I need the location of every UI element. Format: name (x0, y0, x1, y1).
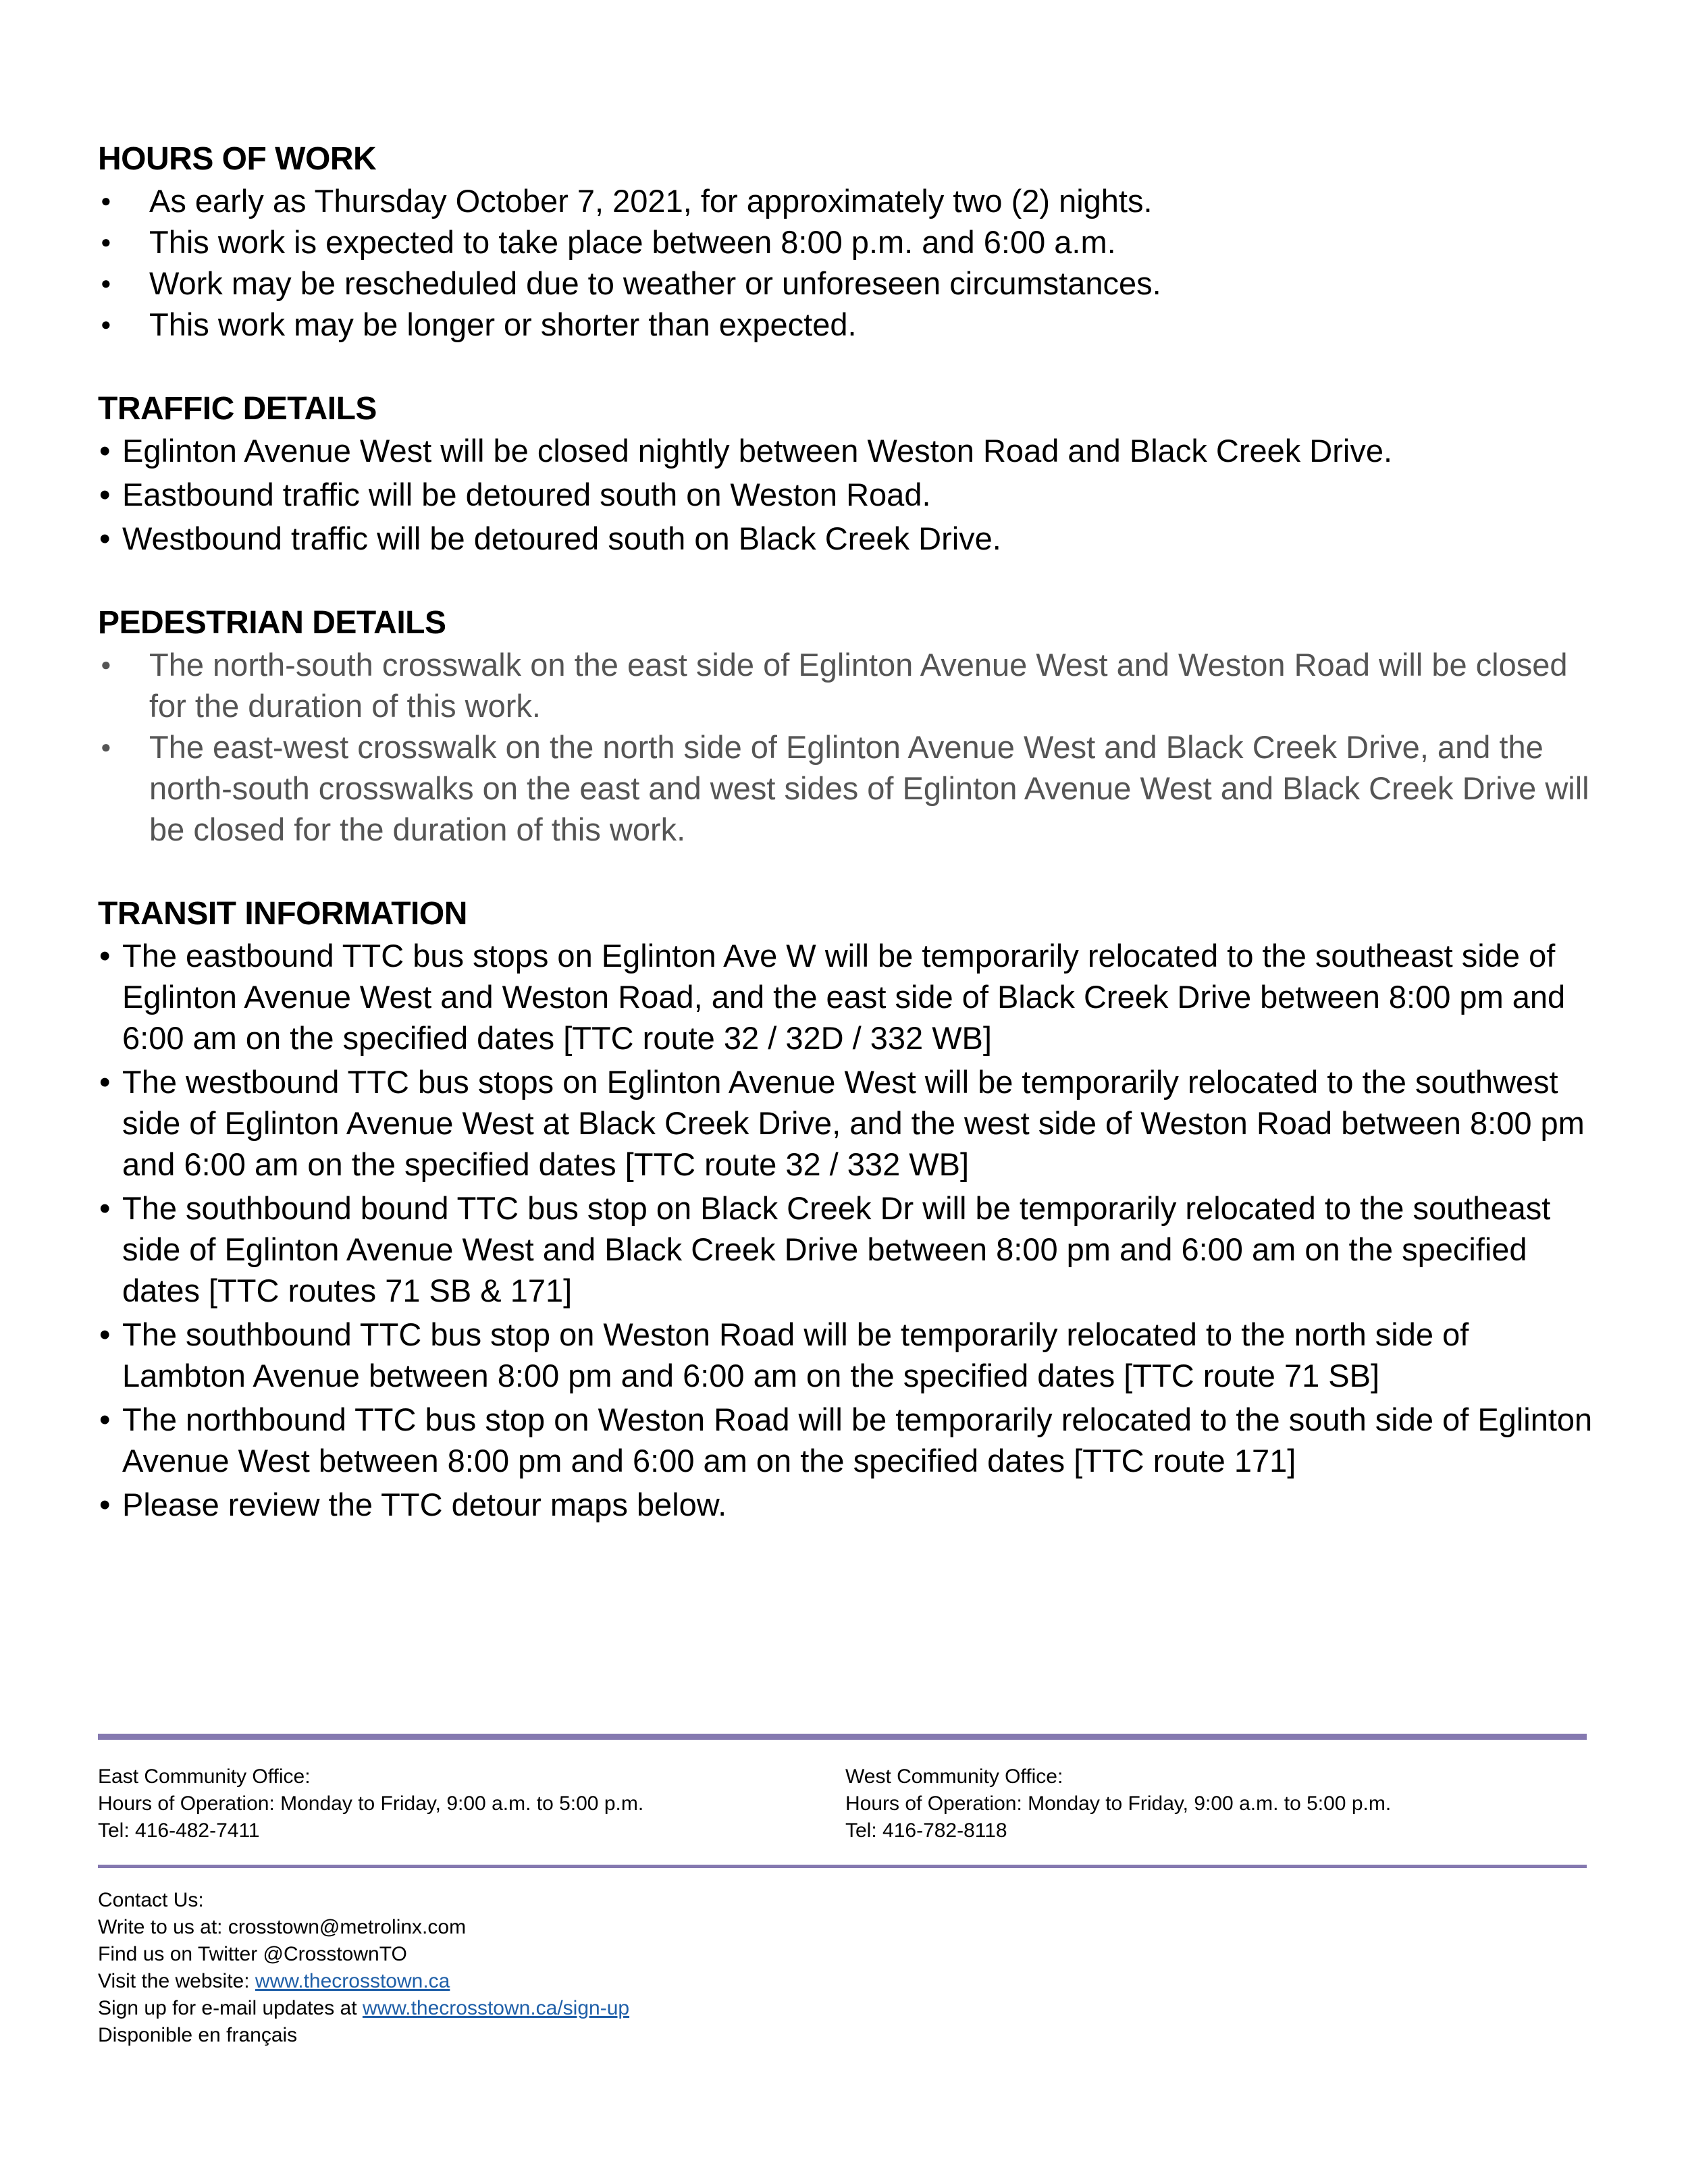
contact-twitter: Find us on Twitter @CrosstownTO (98, 1943, 407, 1965)
section-title: HOURS OF WORK (98, 141, 377, 177)
list-item: • The southbound bound TTC bus stop on Black Creek Dr will be temporarily relocated to the southeast side of Eglinton Avenue West and Black Creek Drive between 8:00 pm and 6:00 am on the specified dates [TTC routes 71 SB & 171] (98, 1188, 1597, 1311)
office-title: West Community Office: (845, 1765, 1063, 1788)
list-item: ● Work may be rescheduled due to weather or unforeseen circumstances. (98, 263, 1597, 304)
list-item: ● As early as Thursday October 7, 2021, for approximately two (2) nights. (98, 180, 1597, 221)
traffic-details-list (98, 430, 1597, 559)
contact-title: Contact Us: (98, 1889, 204, 1911)
signup-prefix: Sign up for e-mail updates at (98, 1997, 363, 2019)
list-item: • Westbound traffic will be detoured south on Black Creek Drive. (98, 518, 1597, 559)
east-community-office (98, 1763, 773, 1844)
list-item: • The westbound TTC bus stops on Eglinton Avenue West will be temporarily relocated to the southwest side of Eglinton Avenue West at Black Creek Drive, and the west side of Weston Road between 8:00 pm and 6:00 am on the specified dates [TTC route 32 / 332 WB] (98, 1061, 1597, 1185)
section-title: PEDESTRIAN DETAILS (98, 605, 446, 641)
list-item: • Eastbound traffic will be detoured south on Weston Road. (98, 474, 1597, 515)
contact-signup (98, 1995, 1043, 2022)
list-item: • Please review the TTC detour maps below. (98, 1484, 1597, 1525)
signup-link[interactable]: www.thecrosstown.ca/sign-up (362, 1997, 630, 2019)
list-item: • The eastbound TTC bus stops on Eglinton Ave W will be temporarily relocated to the southeast side of Eglinton Avenue West and Weston Road, and the east side of Black Creek Drive between 8:00 pm and 6:00 am on the specified dates [TTC route 32 / 32D / 332 WB] (98, 935, 1597, 1059)
west-community-office (845, 1763, 1521, 1844)
list-item: • The northbound TTC bus stop on Weston Road will be temporarily relocated to the south side of Eglinton Avenue West between 8:00 pm and 6:00 am on the specified dates [TTC route 171] (98, 1399, 1597, 1481)
pedestrian-details-list (98, 644, 1597, 850)
section-title: TRAFFIC DETAILS (98, 391, 377, 427)
hours-of-work-list (98, 180, 1597, 345)
office-title: East Community Office: (98, 1765, 311, 1788)
website-prefix: Visit the website: (98, 1970, 255, 1992)
footer-divider-top (98, 1734, 1587, 1740)
contact-email: Write to us at: crosstown@metrolinx.com (98, 1916, 467, 1938)
office-hours: Hours of Operation: Monday to Friday, 9:00 a.m. to 5:00 p.m. (845, 1792, 1392, 1815)
section-title: TRANSIT INFORMATION (98, 896, 467, 932)
notice-body (98, 138, 1597, 1568)
list-item: ● The east-west crosswalk on the north side of Eglinton Avenue West and Black Creek Drive, and the north-south crosswalks on the east and west sides of Eglinton Avenue West and Black Creek Drive will be closed for the duration of this work. (98, 726, 1597, 850)
list-item: ● This work may be longer or shorter than expected. (98, 304, 1597, 345)
office-phone: Tel: 416-482-7411 (98, 1819, 260, 1842)
hours-of-work-section (98, 138, 1597, 345)
transit-information-section (98, 893, 1597, 1525)
list-item: ● The north-south crosswalk on the east side of Eglinton Avenue West and Weston Road will be closed for the duration of this work. (98, 644, 1597, 726)
contact-french: Disponible en français (98, 2024, 298, 2046)
contact-us (98, 1887, 1043, 2049)
list-item: ● This work is expected to take place between 8:00 p.m. and 6:00 a.m. (98, 221, 1597, 263)
list-item: • Eglinton Avenue West will be closed nightly between Weston Road and Black Creek Drive. (98, 430, 1597, 471)
traffic-details-section (98, 388, 1597, 559)
transit-information-list (98, 935, 1597, 1525)
office-hours: Hours of Operation: Monday to Friday, 9:00 a.m. to 5:00 p.m. (98, 1792, 644, 1815)
contact-website (98, 1968, 1043, 1995)
footer-divider-bottom (98, 1865, 1587, 1868)
office-phone: Tel: 416-782-8118 (845, 1819, 1007, 1842)
list-item: • The southbound TTC bus stop on Weston Road will be temporarily relocated to the north side of Lambton Avenue between 8:00 pm and 6:00 am on the specified dates [TTC route 71 SB] (98, 1314, 1597, 1396)
website-link[interactable]: www.thecrosstown.ca (255, 1970, 450, 1992)
pedestrian-details-section (98, 602, 1597, 850)
